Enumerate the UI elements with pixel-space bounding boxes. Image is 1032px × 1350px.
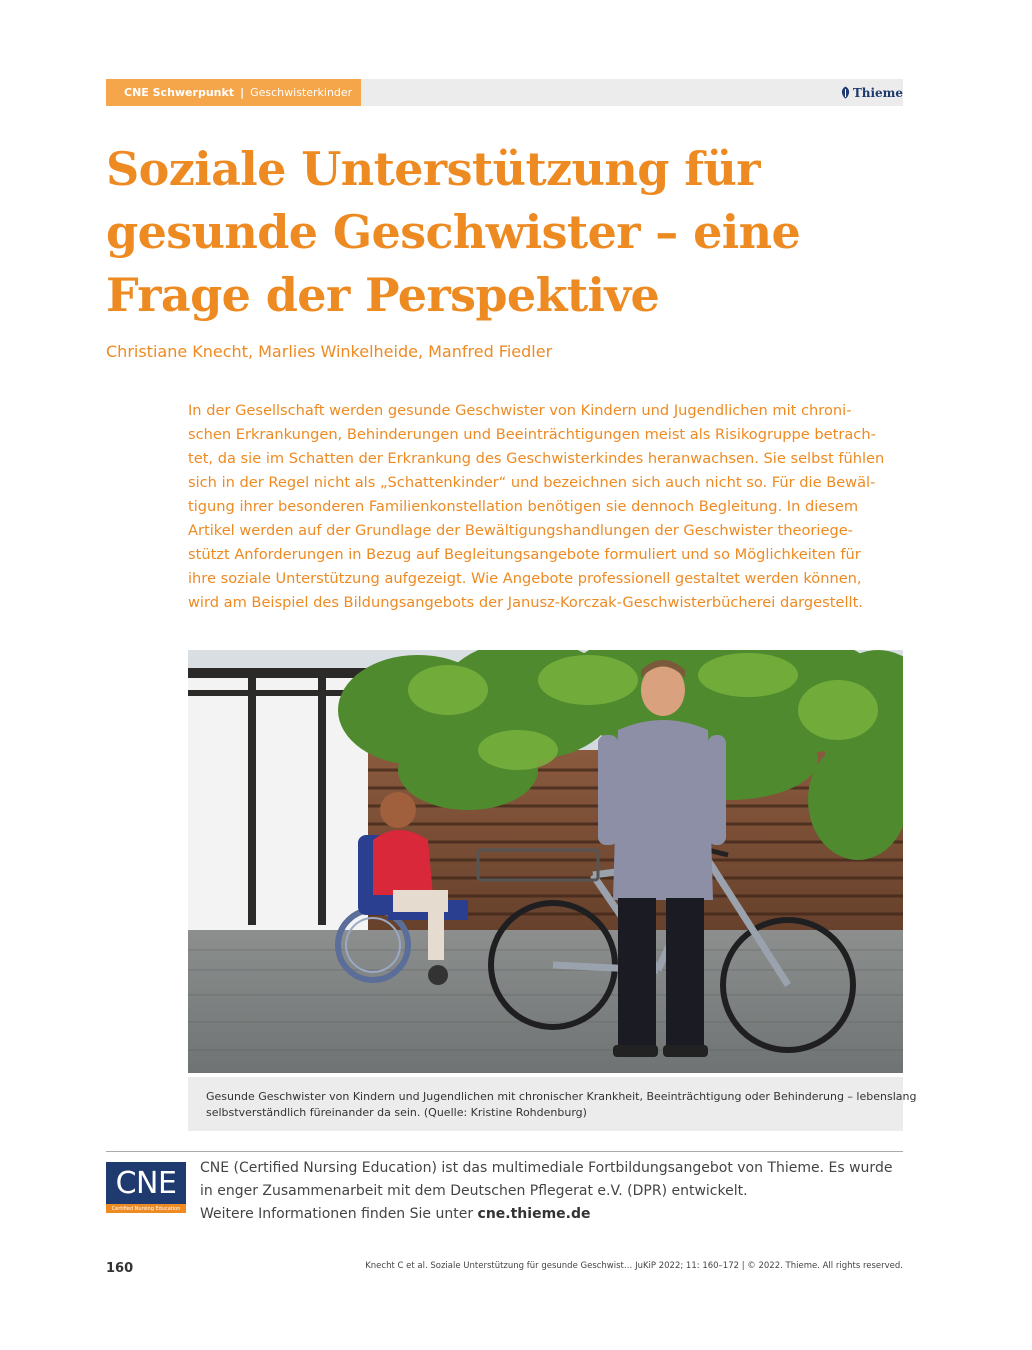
cne-info-line (200, 1203, 905, 1226)
publisher-name: Thieme (852, 85, 903, 100)
abstract (188, 399, 908, 615)
section-tag (106, 79, 361, 106)
abstract-line: tigung ihrer besonderen Familienkonstellation benötigen sie dennoch Begleitung. In diesem (188, 498, 859, 515)
article-title (106, 138, 906, 327)
cne-logo (106, 1162, 186, 1213)
abstract-line: sich in der Regel nicht als „Schattenkinder“ und bezeichnen sich auch nicht so. Für die Bewäl- (188, 474, 876, 491)
abstract-line: tet, da sie im Schatten der Erkrankung des Geschwisterkindes heranwachsen. Sie selbst fühlen (188, 450, 885, 467)
abstract-line: Artikel werden auf der Grundlage der Bewältigungshandlungen der Geschwister theoriege- (188, 522, 853, 539)
abstract-line: In der Gesellschaft werden gesunde Geschwister von Kindern und Jugendlichen mit chroni- (188, 402, 852, 419)
caption-line: selbstverständlich füreinander da sein. (Quelle: Kristine Rohdenburg) (206, 1106, 587, 1119)
caption-line: Gesunde Geschwister von Kindern und Jugendlichen mit chronischer Krankheit, Beeinträchtigung oder Behinderung – lebenslang (206, 1090, 917, 1103)
cne-info-line: in enger Zusammenarbeit mit dem Deutschen Pflegerat e.V. (DPR) entwickelt. (200, 1183, 748, 1199)
abstract-line: wird am Beispiel des Bildungsangebots der Janusz-Korczak-Geschwisterbücherei dargestellt. (188, 594, 863, 611)
abstract-line: stützt Anforderungen in Bezug auf Begleitungsangebote formuliert und so Möglichkeiten für (188, 546, 861, 563)
cne-link[interactable]: cne.thieme.de (477, 1206, 591, 1222)
cne-logo-subtext: Certified Nursing Education (106, 1204, 186, 1213)
divider (106, 1151, 903, 1152)
publisher-logo (841, 79, 903, 106)
authors: Christiane Knecht, Marlies Winkelheide, Manfred Fiedler (106, 342, 553, 361)
title-line: Soziale Unterstützung für (106, 142, 760, 196)
article-photo (188, 650, 903, 1073)
page-number: 160 (106, 1261, 134, 1276)
title-line: gesunde Geschwister – eine (106, 205, 801, 259)
section-separator: | (240, 86, 245, 99)
thieme-emblem-icon (841, 86, 850, 99)
cne-info-prefix: Weitere Informationen finden Sie unter (200, 1206, 478, 1222)
cne-logo-text: CNE (106, 1162, 186, 1204)
figure-caption (188, 1077, 917, 1131)
citation: Knecht C et al. Soziale Unterstützung für gesunde Geschwist… JuKiP 2022; 11: 160–172 | © 2022. Thieme. All rights reserved. (365, 1261, 903, 1271)
cne-info (200, 1157, 905, 1226)
cne-info-line: CNE (Certified Nursing Education) ist das multimediale Fortbildungsangebot von Thieme. Es wurde (200, 1160, 893, 1176)
abstract-line: schen Erkrankungen, Behinderungen und Beeinträchtigungen meist als Risikogruppe betrach- (188, 426, 876, 443)
photo-illustration (188, 650, 903, 1073)
section-label: CNE Schwerpunkt (124, 86, 235, 99)
abstract-line: ihre soziale Unterstützung aufgezeigt. Wie Angebote professionell gestaltet werden können, (188, 570, 862, 587)
topic-label: Geschwisterkinder (250, 86, 353, 99)
title-line: Frage der Perspektive (106, 268, 660, 322)
